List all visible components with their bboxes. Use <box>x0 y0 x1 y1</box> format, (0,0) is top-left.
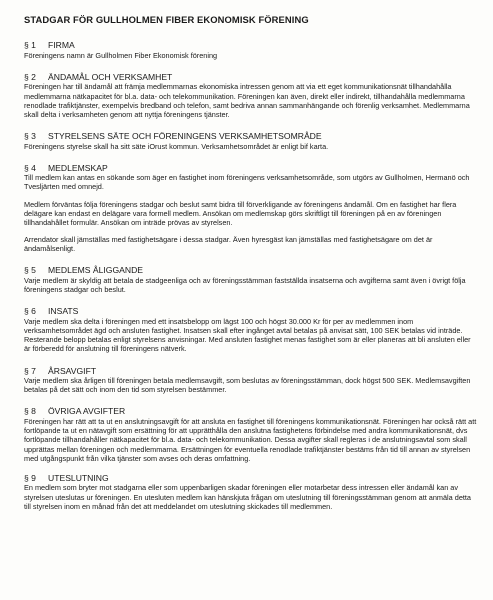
section-paragraph: Varje medlem ska delta i föreningen med ett insatsbelopp om lägst 100 och högst 30.000 Kr för per av medlemmen inom verksamhetsområdet ägd och ansluten fastighet. Insatsen skall efter ingånget avtal betalas på anvisat sätt, 100 SEK betalas vid inträde. Resterande belopp betalas enligt styrelsens anvisningar. Med ansluten fastighet menas fastighet som är eller planeras att bli ansluten eller är förberedd för anslutning till föreningens nätverk. <box>24 316 471 354</box>
section-heading <box>24 265 477 276</box>
section-title: FIRMA <box>48 40 75 50</box>
section-8-ovriga-avgifter <box>24 406 477 462</box>
section-6-insats <box>24 306 477 353</box>
section-title: MEDLEMSKAP <box>48 162 108 173</box>
section-heading <box>24 72 477 83</box>
section-number: § 2 <box>24 71 36 82</box>
section-number: § 5 <box>24 265 36 276</box>
section-title: INSATS <box>48 306 79 317</box>
section-2-andamal <box>24 72 477 119</box>
section-heading <box>24 163 477 174</box>
section-number: § 8 <box>24 406 36 417</box>
section-number: § 3 <box>24 130 36 141</box>
section-heading <box>24 131 477 142</box>
section-5-aliggande <box>24 265 477 294</box>
section-4-medlemskap <box>24 163 477 254</box>
section-number: § 7 <box>24 365 36 376</box>
section-heading <box>24 366 477 377</box>
section-1-firma <box>24 40 477 60</box>
section-heading <box>24 473 477 484</box>
section-number: § 9 <box>24 472 36 483</box>
section-9-uteslutning <box>24 473 477 511</box>
section-7-arsavgift <box>24 366 477 395</box>
section-title: STYRELSENS SÄTE OCH FÖRENINGENS VERKSAMHETSOMRÅDE <box>48 130 322 141</box>
section-paragraph: Arrendator skall jämställas med fastighetsägare i dessa stadgar. Även hyresgäst kan jämställas med fastighetsägare om det är ändamålsenligt. <box>24 235 433 254</box>
document-title: STADGAR FÖR GULLHOLMEN FIBER EKONOMISK FÖRENING <box>24 14 309 25</box>
section-paragraph: Föreningen har rätt att ta ut en anslutningsavgift för att ansluta en fastighet till föreningens kommunikationsnät. Föreningen har också rätt att fortlöpande ta ut en nätavgift som ersättning för att upprätthålla den anslutna fastighetens förbindelse med andra kommunikationsnät, dvs fortlöpande tillhandahåller nätkapacitet för bl.a. data- och telekommunikation. Dessa avgifter skall regleras i de anslutningsavtal som skall upprättas mellan föreningen och medlemmarna. Ersättningen för eventuella renodlade trafiktjänster bestäms från tid till annan av styrelsen med utgångspunkt från vilka tjänster som avses och deras omfattning. <box>24 417 477 463</box>
section-paragraph: Till medlem kan antas en sökande som äger en fastighet inom föreningens verksamhetsområde, som utgörs av Gullholmen, Hermanö och Tvesljärten med omnejd. <box>24 173 470 192</box>
section-paragraph: Varje medlem är skyldig att betala de stadgeenliga och av föreningsstämman fastställda insatserna och avgifterna samt även i övrigt följa föreningens stadgar och beslut. <box>24 276 466 295</box>
section-title: ÅRSAVGIFT <box>48 365 97 376</box>
section-number: § 1 <box>24 40 36 50</box>
section-paragraph: Medlem förväntas följa föreningens stadgar och beslut samt bidra till förverkligande av föreningens ändamål. Om en fastighet har flera delägare kan endast en delägare vara formell medlem. Ansökan om medlemskap görs skriftligt till föreningen på en av föreningen tillhandahållet formulär. Ansökan om inträde prövas av styrelsen. <box>24 199 457 227</box>
section-paragraph: Föreningen har till ändamål att främja medlemmarnas ekonomiska intressen genom att via ett eget kommunikationsnät tillhandahålla medlemmarna nätkapacitet för bl.a. data- och telekommunikation. Föreningen kan även, direkt eller indirekt, tillhandahålla medlemmarna renodlade trafiktjänster, exempelvis bredband och telefon, samt bedriva annan sammanhängande och förenlig verksamhet. Medlemmarna skall delta i verksamheten genom att nyttja föreningens tjänster. <box>24 82 470 119</box>
section-number: § 4 <box>24 162 36 173</box>
section-title: ÖVRIGA AVGIFTER <box>48 406 126 417</box>
section-title: UTESLUTNING <box>48 472 109 483</box>
section-paragraph: Föreningens namn är Gullholmen Fiber Ekonomisk förening <box>24 50 218 60</box>
section-title: ÄNDAMÅL OCH VERKSAMHET <box>48 71 173 82</box>
section-heading <box>24 306 477 317</box>
section-number: § 6 <box>24 306 36 317</box>
section-paragraph: En medlem som bryter mot stadgarna eller som uppenbarligen skadar föreningen eller motarbetar dess intressen eller ändamål kan av styrelsen uteslutas ur föreningen. En utesluten medlem kan hänskjuta frågan om uteslutning till föreningsstämman genom att anmäla detta till styrelsen inom en månad från det att meddelandet om uteslutning skickades till medlemmen. <box>24 483 471 511</box>
section-heading <box>24 406 477 417</box>
section-3-sate <box>24 131 477 151</box>
section-title: MEDLEMS ÅLIGGANDE <box>48 265 144 276</box>
section-paragraph: Föreningens styrelse skall ha sitt säte iOrust kommun. Verksamhetsområdet är enligt bif karta. <box>24 141 329 151</box>
section-paragraph: Varje medlem ska årligen till föreningen betala medlemsavgift, som beslutas av föreningsstämman, dock högst 500 SEK. Medlemsavgiften betalas på det sätt och inom den tid som styrelsen bestämmer. <box>24 376 471 395</box>
section-heading <box>24 40 477 51</box>
